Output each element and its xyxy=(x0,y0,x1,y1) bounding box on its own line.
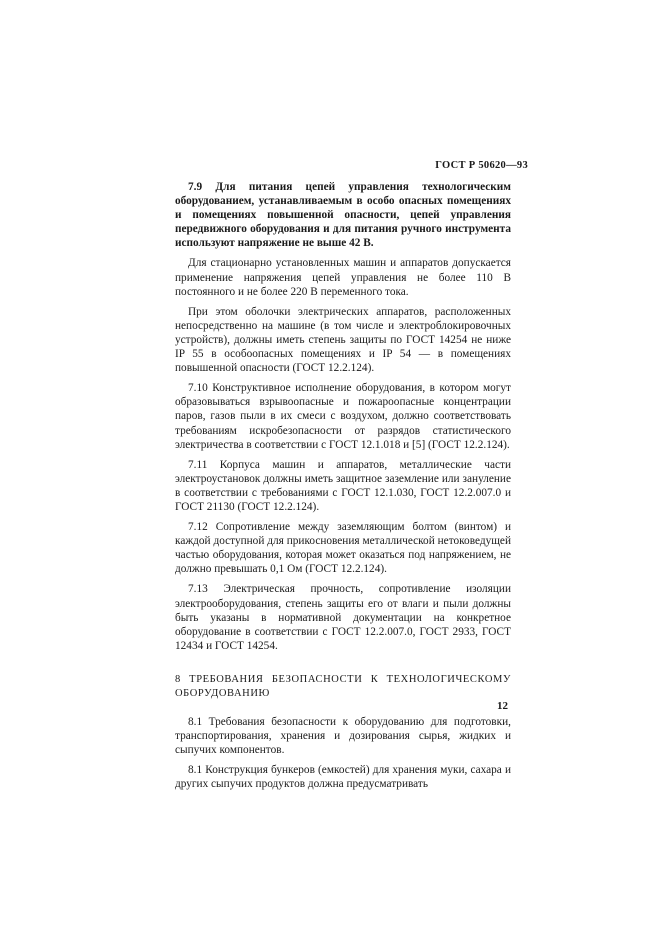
paragraph-enclosure-protection: При этом оболочки электрических аппаратов, расположенных непосредственно на машине (в том числе и электроблокировочных устройств), должны иметь степень защиты по ГОСТ 14254 не ниже IP 55 в особоопасных помещениях и IP 54 — в помещениях повышенной опасности (ГОСТ 12.2.124). xyxy=(175,305,511,375)
paragraph-7-10: 7.10 Конструктивное исполнение оборудования, в котором могут образовываться взрывоопасные и пожароопасные концентрации паров, газов пыли в их смеси с воздухом, должно соответствовать требованиям искробезопасности от разрядов статистического электричества в соответствии с ГОСТ 12.1.018 и [5] (ГОСТ 12.2.124). xyxy=(175,382,511,451)
document-body xyxy=(175,180,511,798)
page-number: 12 xyxy=(497,700,508,712)
section-8-title: 8 ТРЕБОВАНИЯ БЕЗОПАСНОСТИ К ТЕХНОЛОГИЧЕСКОМУ ОБОРУДОВАНИЮ xyxy=(175,673,511,699)
paragraph-8-1-bunkers: 8.1 Конструкция бункеров (емкостей) для хранения муки, сахара и других сыпучих продуктов должна предусматривать xyxy=(175,764,511,791)
paragraph-7-13: 7.13 Электрическая прочность, сопротивление изоляции электрооборудования, степень защиты его от влаги и пыли должны быть указаны в нормативной документации на конкретное оборудование в соответствии с ГОСТ 12.2.007.0, ГОСТ 2933, ГОСТ 12434 и ГОСТ 14254. xyxy=(175,583,511,652)
paragraph-voltage-stationary: Для стационарно установленных машин и аппаратов допускается применение напряжения цепей управления не более 110 В постоянного и не более 220 В переменного тока. xyxy=(175,257,511,298)
paragraph-7-12: 7.12 Сопротивление между заземляющим болтом (винтом) и каждой доступной для прикосновения металлической нетоковедущей частью оборудования, которая может оказаться под напряжением, не должно превышать 0,1 Ом (ГОСТ 12.2.124). xyxy=(175,521,511,576)
document-code-header: ГОСТ Р 50620—93 xyxy=(435,160,528,171)
paragraph-8-1-requirements: 8.1 Требования безопасности к оборудованию для подготовки, транспортирования, хранения и дозирования сырья, жидких и сыпучих компонентов. xyxy=(175,716,511,757)
paragraph-7-11: 7.11 Корпуса машин и аппаратов, металлические части электроустановок должны иметь защитное заземление или зануление в соответствии с требованиями с ГОСТ 12.1.030, ГОСТ 12.2.007.0 и ГОСТ 21130 (ГОСТ 12.2.124). xyxy=(175,458,511,513)
paragraph-7-9: 7.9 Для питания цепей управления технологическим оборудованием, устанавливаемым в особо опасных помещениях и помещениях повышенной опасности, цепей управления передвижного оборудования и для питания ручного инструмента используют напряжение не выше 42 В. xyxy=(175,181,511,250)
